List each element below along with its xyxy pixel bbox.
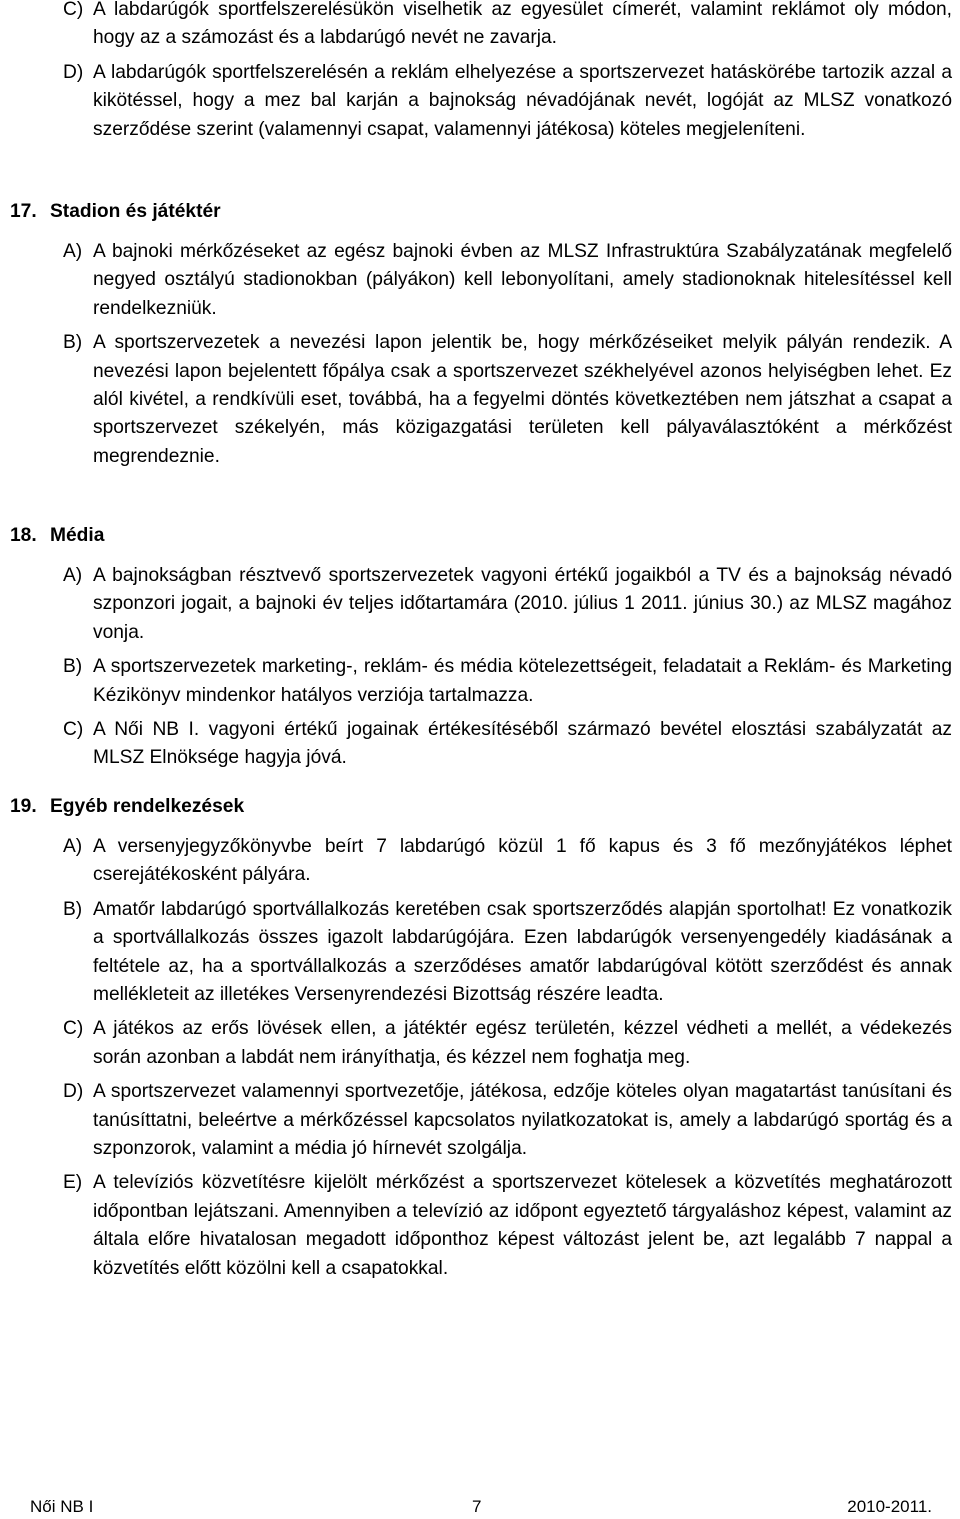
item-text: A bajnokságban résztvevő sportszervezetek vagyoni értékű jogaikból a TV és a bajnokság névadó szponzori jogait, a bajnoki év teljes időtartamára (2010. július 1 2011. június 30.) az MLSZ magához vonja. [93, 565, 952, 643]
item-text: A bajnoki mérkőzéseket az egész bajnoki évben az MLSZ Infrastruktúra Szabályzatának megfelelő negyed osztályú stadionokban (pályákon) kell lebonyolítani, amely stadionoknak hitelesítéssel kell rendelkezniük. [93, 241, 952, 319]
item-marker: A) [63, 565, 83, 586]
item-text: A sportszervezetek a nevezési lapon jelentik be, hogy mérkőzéseiket melyik pályán rendezik. A nevezési lapon bejelentett főpálya csak a sportszervezet székhelyével azonos helyiségben lehet. Ez alól kivétel, a rendkívüli eset, továbbá, ha a fegyelmi döntés következtében nem játszhat a csapat a sportszervezet székelyén, más közigazgatási területen kell pályaválasztóként a mérkőzést megrendeznie. [93, 332, 952, 467]
item-marker: C) [63, 0, 84, 20]
footer-league: Női NB I [30, 1497, 94, 1516]
list-item [0, 833, 952, 890]
item-marker: D) [63, 1081, 84, 1103]
list-item [0, 1078, 952, 1163]
list-item [0, 238, 952, 323]
item-marker: C) [63, 1018, 84, 1040]
item-text: A labdarúgók sportfelszerelésükön viselhetik az egyesület címerét, valamint reklámot oly módon, hogy az a számozást és a labdarúgó nevét ne zavarja. [93, 0, 952, 49]
item-text: A játékos az erős lövések ellen, a játéktér egész területén, kézzel védheti a mellét, a védekezés során azonban a labdát nem irányíthatja, és kézzel nem foghatja meg. [93, 1018, 952, 1068]
item-text: A Női NB I. vagyoni értékű jogainak értékesítéséből származó bevétel elosztási szabályzatát az MLSZ Elnöksége hagyja jóvá. [93, 719, 952, 769]
section-title: Egyéb rendelkezések [50, 796, 245, 817]
list-item [0, 562, 952, 647]
item-marker: B) [63, 656, 83, 678]
section-number: 19. [10, 796, 37, 817]
footer-season: 2010-2011. [847, 1497, 932, 1516]
item-text: A versenyjegyzőkönyvbe beírt 7 labdarúgó közül 1 fő kapus és 3 fő mezőnyjátékos léphet cserejátékosként pályára. [93, 836, 952, 886]
item-marker: D) [63, 61, 84, 83]
section-title: Stadion és játéktér [50, 201, 221, 222]
item-marker: C) [63, 719, 84, 741]
continued-items [0, 0, 956, 150]
item-text: A labdarúgók sportfelszerelésén a reklám elhelyezése a sportszervezet hatáskörébe tartozik azzal a kikötéssel, hogy a mez bal karján a bajnokság névadójának nevét, logóját az MLSZ vonatkozó szerződése szerint (valamennyi csapat, valamennyi játékosa) köteles megjeleníteni. [93, 61, 952, 140]
section-heading [0, 793, 956, 821]
section-number: 17. [10, 201, 37, 222]
section-egyeb [0, 793, 956, 1289]
item-marker: B) [63, 898, 83, 920]
item-text: Amatőr labdarúgó sportvállalkozás keretében csak sportszerződés alapján sportolhat! Ez vonatkozik a sportvállalkozás összes igazolt labdarúgójára. Ezen labdarúgók versenyengedély kiadásának a feltétele az, ha a sportvállalkozás a szerződéses amatőr labdarúgóval kötött szerződést és annak mellékleteit az illetékes Versenyrendezési Bizottság részére leadta. [93, 898, 952, 1006]
section-number: 18. [10, 525, 37, 546]
list-item [0, 0, 952, 53]
item-text: A televíziós közvetítésre kijelölt mérkőzést a sportszervezet kötelesek a közvetítés meghatározott időpontban lejátszani. Amennyiben a televízió az időpont egyeztető tárgyaláshoz képest, valamint az általa előre hivatalosan megadott időponthoz képest változást jelent be, azt legalább 7 nappal a közvetítés előtt közölni kell a csapatokkal. [93, 1172, 952, 1279]
list-item [0, 716, 952, 773]
section-media [0, 522, 956, 779]
page-footer [0, 1496, 960, 1519]
page-number: 7 [472, 1497, 482, 1516]
section-heading [0, 522, 956, 550]
list-item [0, 59, 952, 144]
item-text: A sportszervezet valamennyi sportvezetője, játékosa, edzője köteles olyan magatartást tanúsítani és tanúsíttatni, beleértve a mérkőzéssel kapcsolatos nyilatkozatokat is, amely a labdarúgó sportág és a szponzorok, valamint a média jó hírnevét szolgálja. [93, 1081, 952, 1160]
list-item [0, 329, 952, 471]
list-item [0, 653, 952, 710]
item-marker: A) [63, 836, 83, 857]
item-marker: A) [63, 241, 83, 262]
section-stadion [0, 198, 956, 477]
list-item [0, 1015, 952, 1072]
item-text: A sportszervezetek marketing-, reklám- és média kötelezettségeit, feladatait a Reklám- és Marketing Kézikönyv mindenkor hatályos verziója tartalmazza. [93, 656, 952, 706]
section-heading [0, 198, 956, 226]
item-marker: E) [63, 1172, 83, 1194]
section-title: Média [50, 525, 105, 546]
list-item [0, 1169, 952, 1283]
list-item [0, 896, 952, 1010]
item-marker: B) [63, 332, 83, 354]
